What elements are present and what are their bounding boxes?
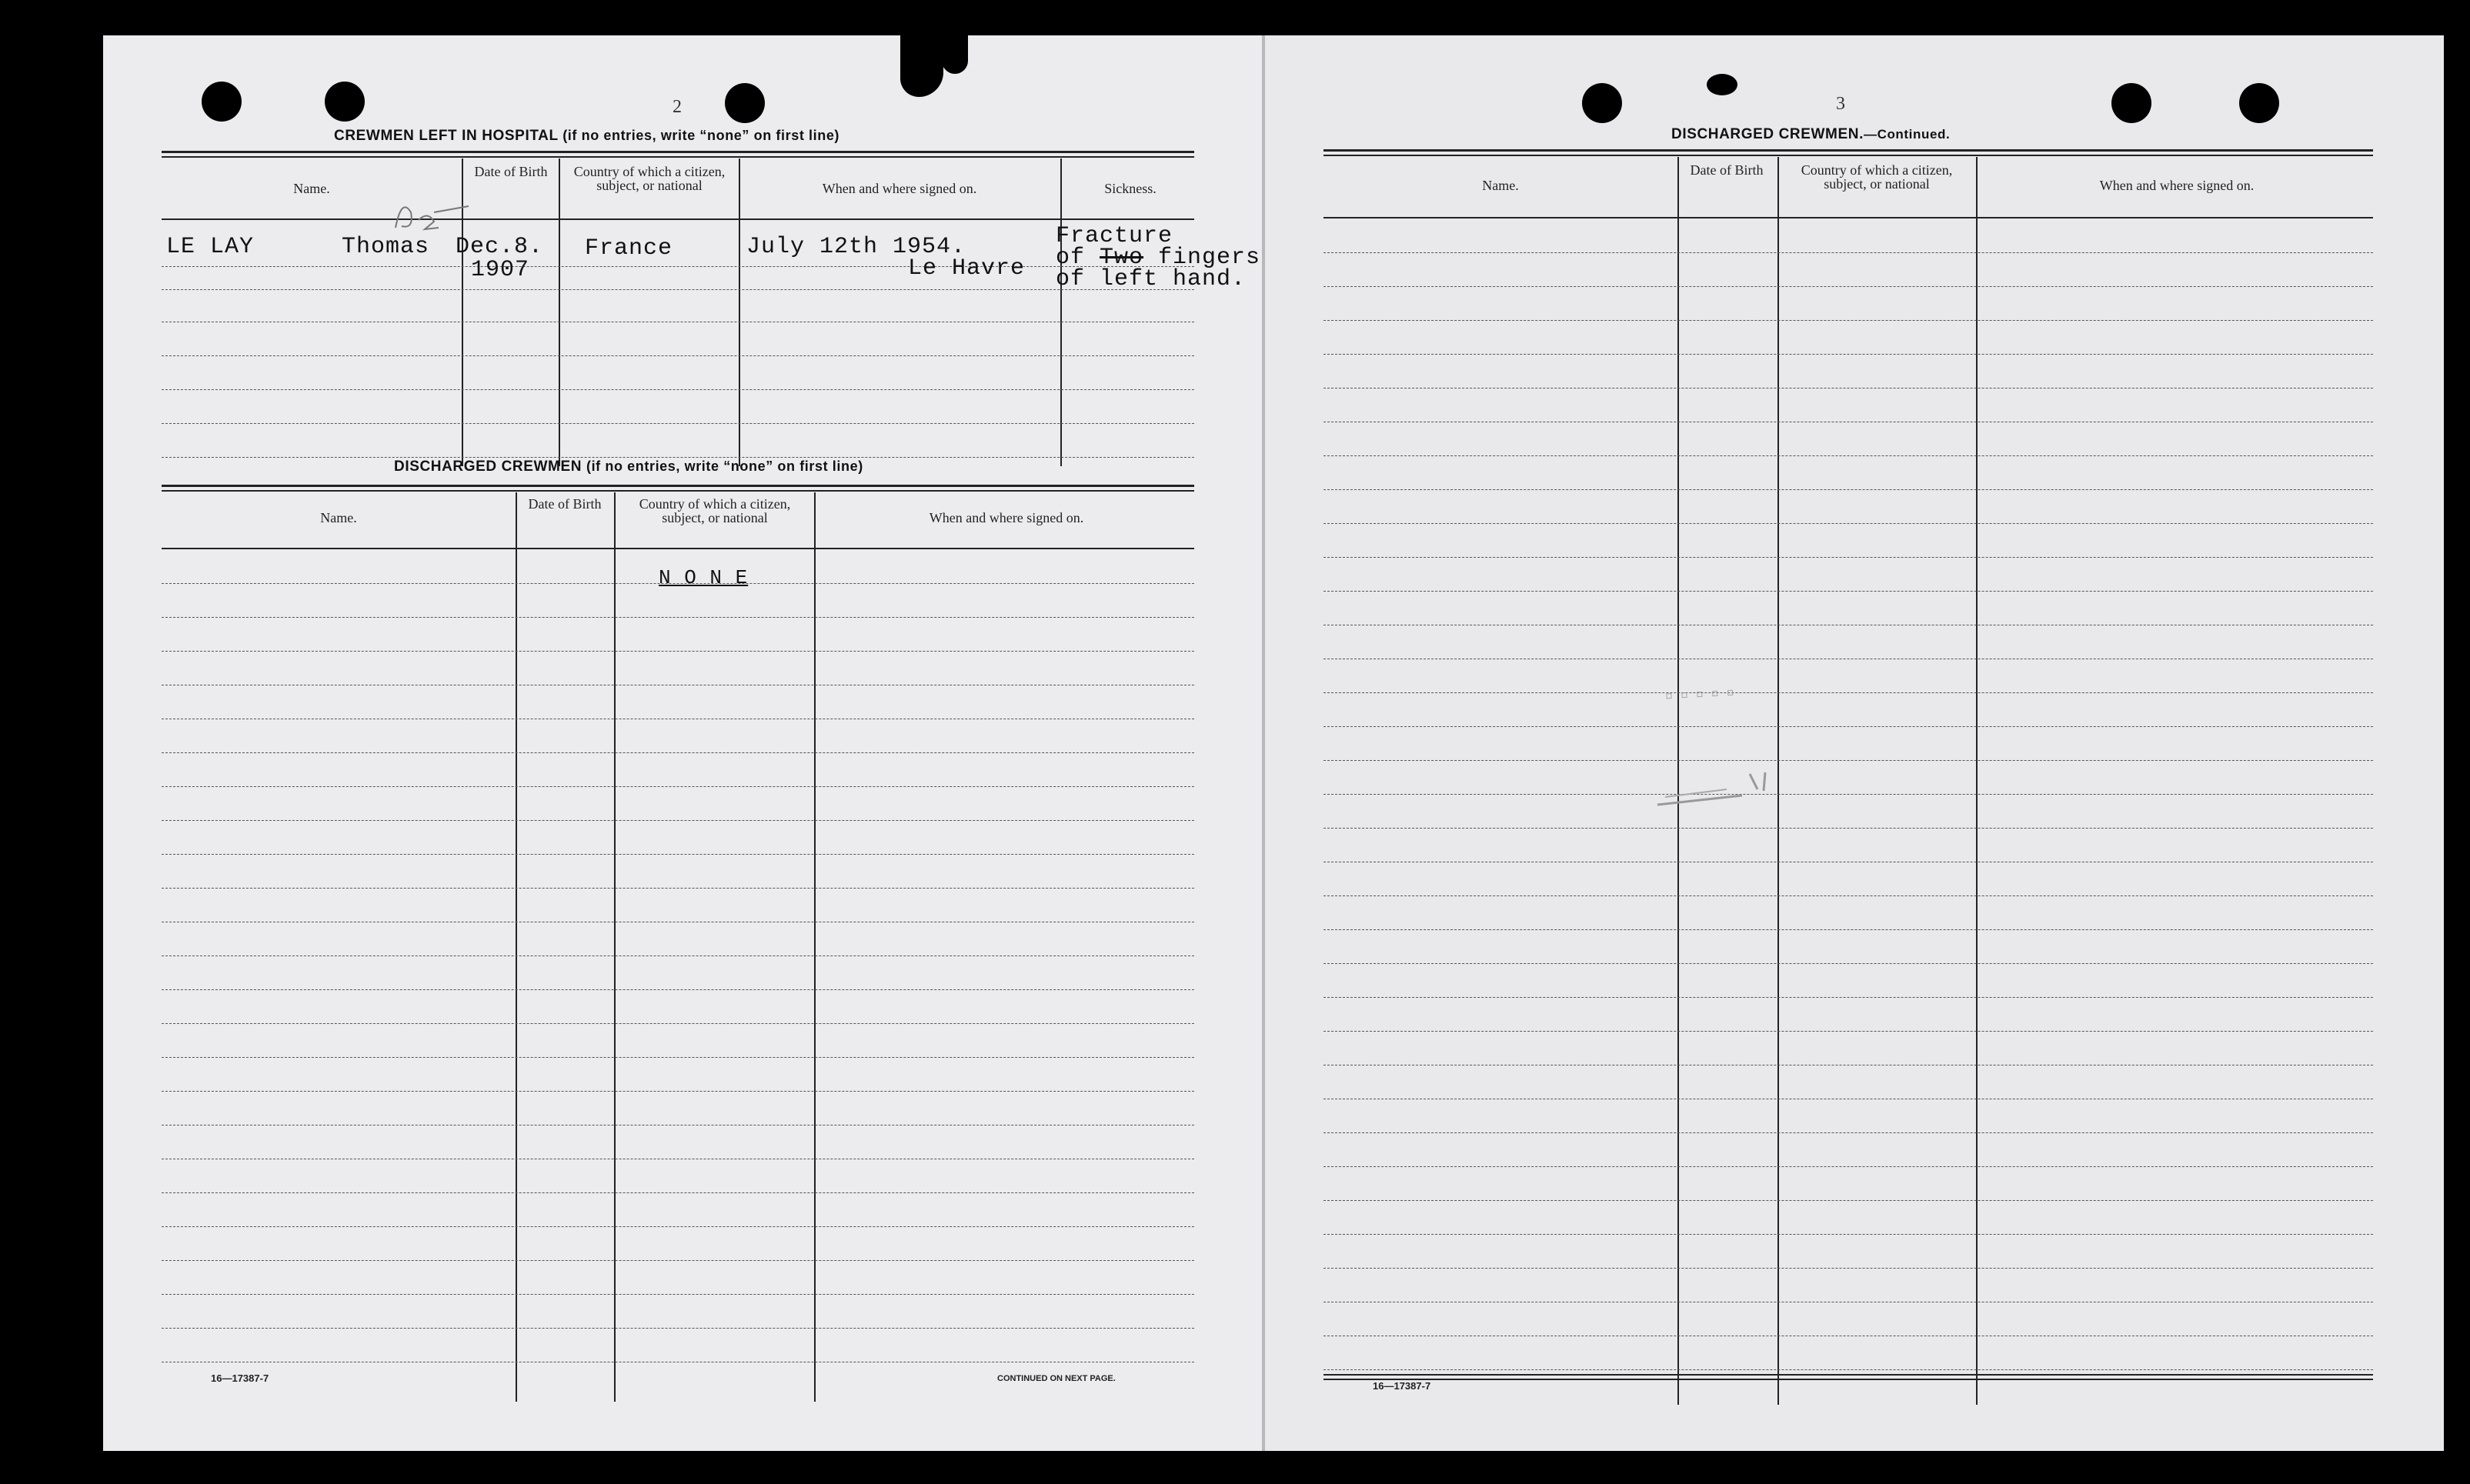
row-line — [162, 617, 1194, 618]
header-date-of-birth: Date of Birth — [528, 496, 602, 512]
header-when-where: When and where signed on. — [822, 181, 977, 196]
punch-hole — [725, 83, 765, 123]
row-line — [162, 854, 1194, 855]
header-rule — [162, 156, 1194, 158]
row-line — [1323, 1234, 2373, 1235]
row-line — [162, 1091, 1194, 1092]
entry-dob-line2: 1907 — [471, 257, 530, 283]
row-line — [162, 786, 1194, 787]
row-line — [1323, 760, 2373, 761]
discharged-continued-suffix: —Continued. — [1863, 127, 1951, 142]
row-line — [162, 583, 1194, 584]
row-line — [162, 289, 1194, 290]
row-line — [162, 651, 1194, 652]
sickness-line2-pre: of — [1056, 245, 1100, 271]
column-divider — [614, 492, 616, 1402]
hospital-title-text: CREWMEN LEFT IN HOSPITAL — [334, 128, 559, 144]
row-line — [162, 1328, 1194, 1329]
row-line — [1323, 963, 2373, 964]
row-line — [1323, 895, 2373, 896]
row-line — [1323, 320, 2373, 321]
header-rule — [1323, 149, 2373, 152]
row-line — [162, 355, 1194, 356]
faint-stamp-mark — [1650, 759, 1788, 812]
row-line — [1323, 591, 2373, 592]
discharged-continued-title — [1671, 126, 1950, 143]
column-divider — [814, 492, 816, 1402]
column-divider — [559, 158, 560, 466]
row-line — [162, 423, 1194, 424]
entry-sickness-line3: of left hand. — [1056, 266, 1247, 292]
form-number: 16—17387-7 — [1373, 1380, 1431, 1392]
sickness-line2-post: fingers — [1143, 245, 1261, 271]
header-name: Name. — [293, 181, 330, 196]
page-number: 2 — [673, 97, 682, 117]
row-line — [1323, 1369, 2373, 1370]
row-line — [162, 1294, 1194, 1295]
header-when-where: When and where signed on. — [929, 510, 1084, 525]
column-divider — [516, 492, 517, 1402]
torn-edge — [942, 35, 968, 74]
row-line — [1323, 794, 2373, 795]
row-line — [1323, 286, 2373, 287]
row-line — [162, 820, 1194, 821]
header-country: Country of which a citizen, subject, or national — [573, 164, 726, 193]
continued-note: CONTINUED ON NEXT PAGE. — [997, 1374, 1116, 1383]
footer-rule — [1323, 1374, 2373, 1376]
footer-rule — [1323, 1379, 2373, 1380]
row-line — [1323, 1166, 2373, 1167]
punch-hole — [325, 82, 365, 122]
row-line — [1323, 692, 2373, 693]
punch-hole — [2111, 83, 2151, 123]
torn-edge — [900, 35, 943, 97]
row-line — [1323, 997, 2373, 998]
header-sickness: Sickness. — [1104, 181, 1157, 196]
page-number: 3 — [1836, 94, 1845, 114]
row-line — [1323, 455, 2373, 456]
row-line — [1323, 929, 2373, 930]
punch-hole — [202, 82, 242, 122]
row-line — [162, 1023, 1194, 1024]
row-line — [1323, 557, 2373, 558]
row-line — [162, 1226, 1194, 1227]
row-line — [1323, 252, 2373, 253]
entry-country: France — [585, 235, 673, 262]
row-line — [1323, 1268, 2373, 1269]
row-line — [162, 389, 1194, 390]
header-date-of-birth: Date of Birth — [474, 164, 548, 179]
row-line — [162, 752, 1194, 753]
row-line — [162, 1057, 1194, 1058]
header-rule — [162, 151, 1194, 153]
hospital-title-subtitle: (if no entries, write “none” on first line) — [562, 128, 840, 143]
right-page — [1265, 35, 2444, 1451]
row-line — [1323, 489, 2373, 490]
punch-hole — [1582, 83, 1622, 123]
row-line — [1323, 354, 2373, 355]
header-name: Name. — [1482, 178, 1519, 193]
row-line — [162, 888, 1194, 889]
row-line — [1323, 1200, 2373, 1201]
row-line — [1323, 523, 2373, 524]
row-line — [1323, 726, 2373, 727]
handwritten-mark — [388, 189, 472, 235]
entry-signed-on-date: July 12th 1954. — [746, 234, 966, 260]
row-line — [1323, 388, 2373, 389]
header-bottom-rule — [162, 548, 1194, 549]
header-bottom-rule — [162, 218, 1194, 220]
sickness-line2-struck: Two — [1100, 245, 1144, 271]
column-divider — [1976, 157, 1978, 1405]
row-line — [162, 955, 1194, 956]
discharged-title-subtitle: (if no entries, write “none” on first line) — [586, 459, 863, 474]
discharged-section-title — [394, 459, 863, 475]
discharged-title-text: DISCHARGED CREWMEN — [394, 459, 582, 475]
header-name: Name. — [320, 510, 357, 525]
header-country: Country of which a citizen, subject, or national — [639, 496, 791, 525]
row-line — [1323, 828, 2373, 829]
entry-dob-line1: Dec.8. — [456, 234, 544, 260]
entry-surname: LE LAY — [166, 234, 255, 260]
row-line — [1323, 1132, 2373, 1133]
row-line — [162, 457, 1194, 458]
torn-edge — [1707, 74, 1737, 95]
entry-given-name: Thomas — [342, 234, 430, 260]
header-rule — [162, 490, 1194, 492]
column-divider — [1060, 158, 1062, 466]
entry-none — [659, 566, 748, 589]
header-when-where: When and where signed on. — [2099, 178, 2255, 193]
entry-signed-on-place: Le Havre — [908, 255, 1026, 282]
row-line — [162, 266, 1194, 267]
header-rule — [1323, 155, 2373, 156]
entry-none-text: N O N E — [659, 566, 749, 589]
row-line — [162, 1125, 1194, 1126]
discharged-continued-title-text: DISCHARGED CREWMEN. — [1671, 126, 1864, 142]
column-divider — [739, 158, 740, 466]
row-line — [162, 989, 1194, 990]
left-page — [103, 35, 1265, 1451]
form-number: 16—17387-7 — [211, 1372, 269, 1384]
header-country: Country of which a citizen, subject, or national — [1801, 162, 1953, 192]
row-line — [162, 1260, 1194, 1261]
header-bottom-rule — [1323, 217, 2373, 218]
header-rule — [162, 485, 1194, 487]
row-line — [1323, 1031, 2373, 1032]
faint-stamp: ▫▫▫▫▫ — [1664, 679, 1743, 708]
entry-sickness-line1: Fracture — [1056, 223, 1173, 249]
punch-hole — [2239, 83, 2279, 123]
header-date-of-birth: Date of Birth — [1690, 162, 1764, 178]
row-line — [162, 1192, 1194, 1193]
hospital-section-title — [334, 128, 839, 145]
